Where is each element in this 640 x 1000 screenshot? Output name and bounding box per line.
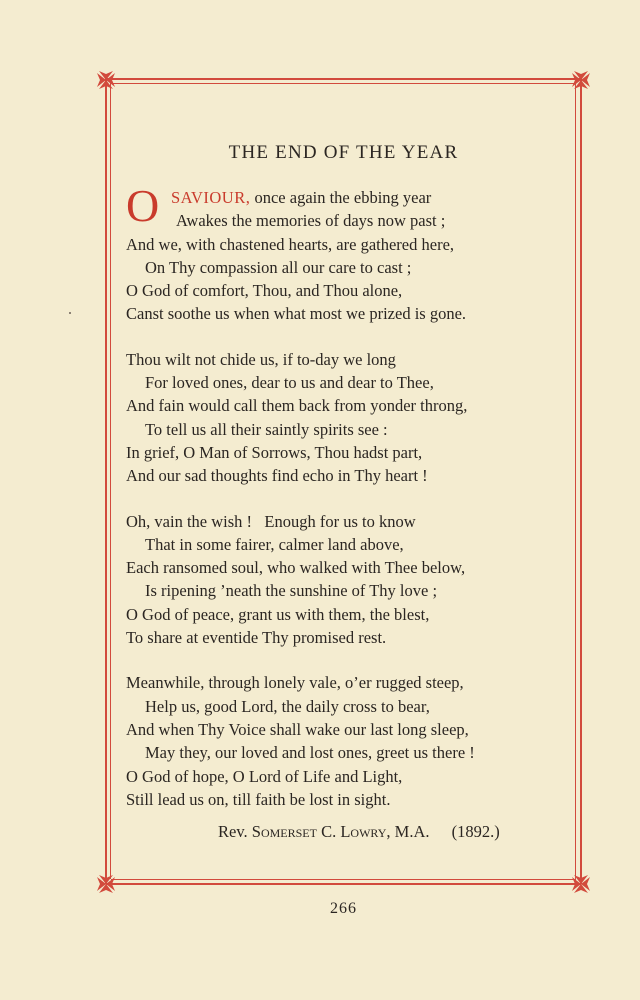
border-left <box>105 78 107 884</box>
border-top <box>106 78 581 80</box>
attribution-year: (1892.) <box>451 822 500 841</box>
poem-body <box>126 180 566 833</box>
poem-line: Canst soothe us when what most we prized is gone. <box>126 304 467 324</box>
poem-line: That in some fairer, calmer land above, <box>145 534 404 554</box>
poem-line: And fain would call them back from yonder throng, <box>126 396 468 416</box>
stanza <box>126 348 566 488</box>
attribution-author: Somerset C. Lowry, <box>251 822 391 841</box>
poem-attribution <box>218 822 500 842</box>
poem-line: Meanwhile, through lonely vale, o’er rugged steep, <box>126 673 464 693</box>
poem-line: In grief, O Man of Sorrows, Thou hadst part, <box>126 442 423 462</box>
maltese-cross-icon <box>569 872 593 896</box>
poem-line: On Thy compassion all our care to cast ; <box>145 257 412 277</box>
first-line-rest: once again the ebbing year <box>250 188 432 207</box>
stanza <box>126 510 566 650</box>
poem-line: And we, with chastened hearts, are gathered here, <box>126 234 455 254</box>
poem-line: Each ransomed soul, who walked with Thee below, <box>126 558 466 578</box>
attribution-prefix: Rev. <box>218 822 248 841</box>
poem-line: And when Thy Voice shall wake our last long sleep, <box>126 719 469 739</box>
stanza <box>126 671 566 811</box>
paper-speck <box>69 312 71 314</box>
stanza <box>126 180 566 326</box>
border-right <box>580 78 582 884</box>
first-word: SAVIOUR, <box>171 188 251 207</box>
poem-line: And our sad thoughts find echo in Thy heart ! <box>126 466 428 486</box>
poem-line: To share at eventide Thy promised rest. <box>126 628 387 648</box>
poem-line: For loved ones, dear to us and dear to Thee, <box>145 373 434 393</box>
poem-line: O God of hope, O Lord of Life and Light, <box>126 766 403 786</box>
poem-line: Help us, good Lord, the daily cross to bear, <box>145 696 430 716</box>
poem-line: Oh, vain the wish ! Enough for us to know <box>126 511 416 531</box>
poem-line: Still lead us on, till faith be lost in sight. <box>126 789 391 809</box>
border-inner-top <box>111 83 576 84</box>
poem-line: O God of comfort, Thou, and Thou alone, <box>126 281 403 301</box>
poem-line: Awakes the memories of days now past ; <box>176 211 446 231</box>
border-inner-left <box>110 83 111 879</box>
poem-line: Thou wilt not chide us, if to-day we long <box>126 349 396 369</box>
poem-line: O God of peace, grant us with them, the blest, <box>126 604 430 624</box>
poem-line: To tell us all their saintly spirits see : <box>145 419 388 439</box>
attribution-degree: M.A. <box>394 822 430 841</box>
poem-line: Is ripening ’neath the sunshine of Thy love ; <box>145 581 438 601</box>
border-inner-bottom <box>111 879 576 880</box>
poem-line: May they, our loved and lost ones, greet us there ! <box>145 743 475 763</box>
maltese-cross-icon <box>94 68 118 92</box>
maltese-cross-icon <box>94 872 118 896</box>
maltese-cross-icon <box>569 68 593 92</box>
poem-title: THE END OF THE YEAR <box>228 142 459 163</box>
page-number: 266 <box>330 900 357 917</box>
drop-cap: O <box>126 180 160 231</box>
border-inner-right <box>575 83 576 879</box>
border-bottom <box>106 883 581 885</box>
